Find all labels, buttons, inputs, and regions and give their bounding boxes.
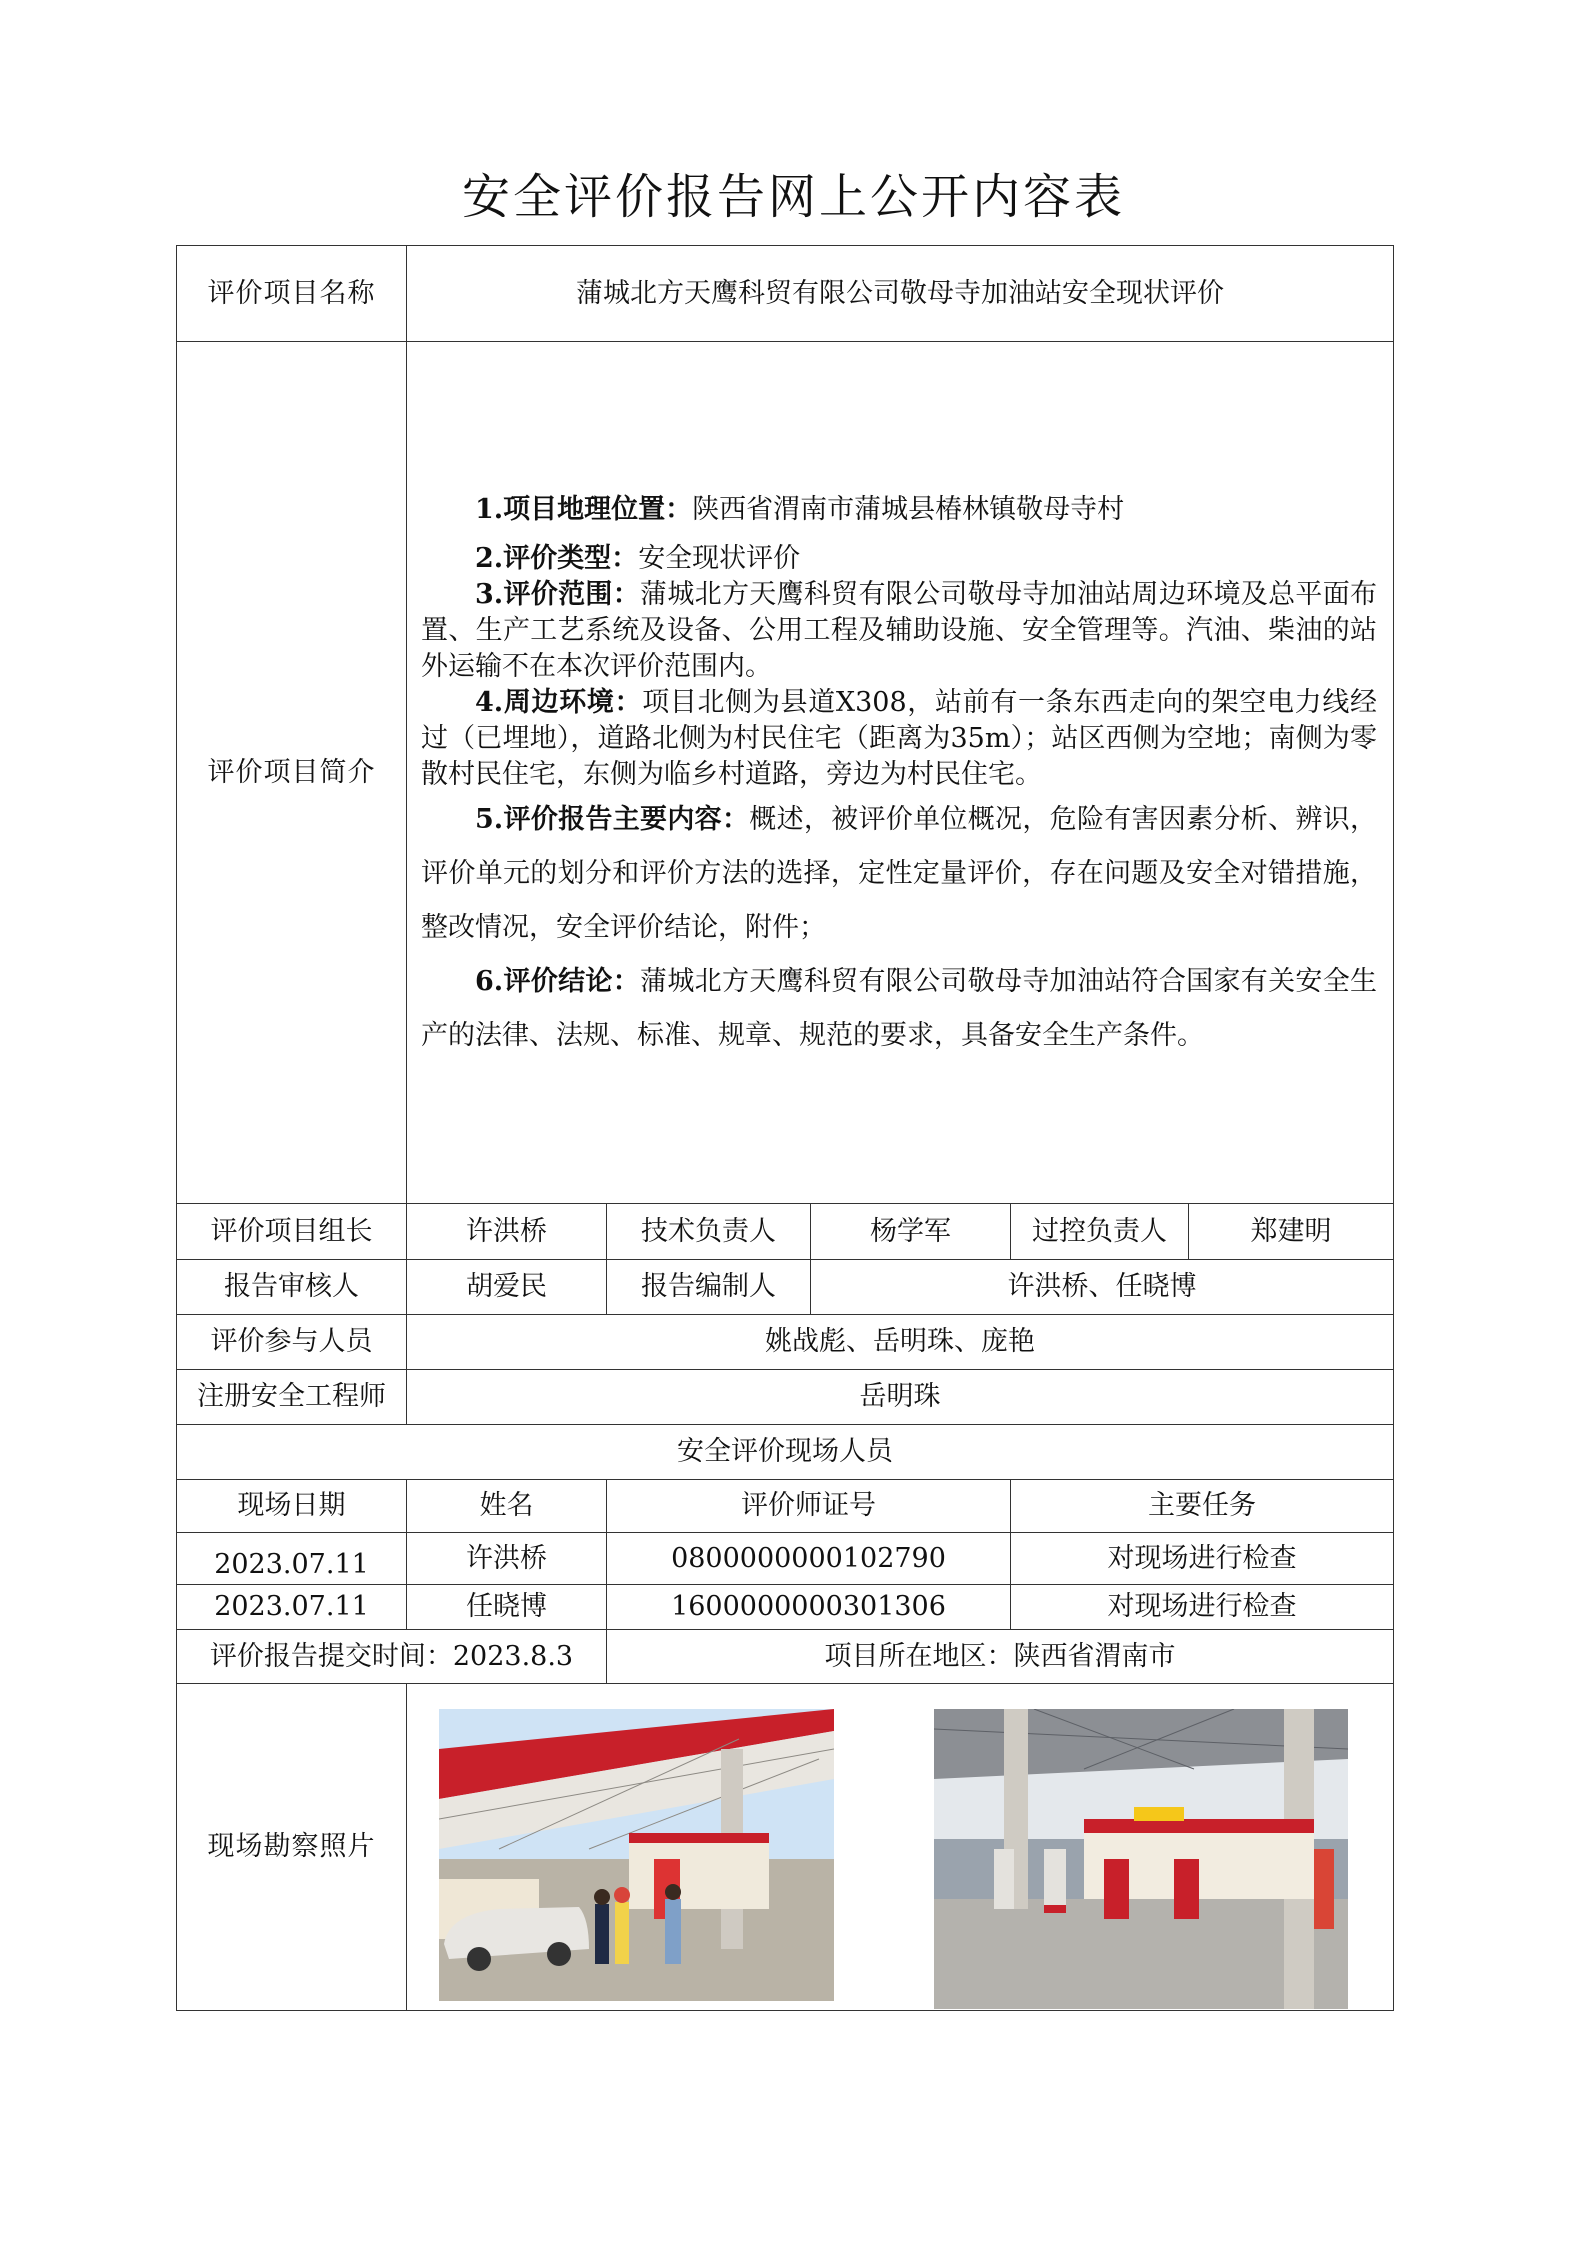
photos-cell (407, 1684, 1394, 2011)
participants-label: 评价参与人员 (177, 1315, 407, 1370)
field-row-task: 对现场进行检查 (1011, 1585, 1394, 1630)
field-row-cert: 1600000000301306 (607, 1585, 1011, 1630)
field-header-task: 主要任务 (1011, 1480, 1394, 1533)
project-name-value: 蒲城北方天鹰科贸有限公司敬母寺加油站安全现状评价 (407, 246, 1394, 342)
summary-item-type: 2.评价类型：安全现状评价 (475, 542, 801, 574)
field-header-date: 现场日期 (177, 1480, 407, 1533)
project-region: 项目所在地区：陕西省渭南市 (607, 1630, 1394, 1684)
table-row (177, 1533, 1394, 1585)
photos-label: 现场勘察照片 (177, 1684, 407, 2011)
summary-label: 评价项目简介 (177, 342, 407, 1204)
editor-label: 报告编制人 (607, 1260, 811, 1315)
field-header-name: 姓名 (407, 1480, 607, 1533)
summary-item-contents: 5.评价报告主要内容：概述，被评价单位概况，危险有害因素分析、辨识，评价单元的划分和评价方法的选择，定性定量评价，存在问题及安全对错措施，整改情况，安全评价结论，附件； (421, 803, 1378, 943)
field-row-name: 许洪桥 (407, 1533, 607, 1585)
table-row (177, 1585, 1394, 1630)
summary-item-conclusion: 6.评价结论：蒲城北方天鹰科贸有限公司敬母寺加油站符合国家有关安全生产的法律、法规、标准、规章、规范的要求，具备安全生产条件。 (421, 965, 1378, 1051)
report-table (176, 245, 1393, 2011)
reviewer-value: 胡爱民 (407, 1260, 607, 1315)
process-label: 过控负责人 (1011, 1204, 1189, 1260)
editor-value: 许洪桥、任晓博 (811, 1260, 1394, 1315)
summary-item-location: 1.项目地理位置：陕西省渭南市蒲城县椿林镇敬母寺村 (475, 493, 1125, 525)
document-title: 安全评价报告网上公开内容表 (461, 169, 1125, 225)
leader-value: 许洪桥 (407, 1204, 607, 1260)
participants-value: 姚战彪、岳明珠、庞艳 (407, 1315, 1394, 1370)
leader-label: 评价项目组长 (177, 1204, 407, 1260)
summary-item-scope: 3.评价范围：蒲城北方天鹰科贸有限公司敬母寺加油站周边环境及总平面布置、生产工艺系统及设备、公用工程及辅助设施、安全管理等。汽油、柴油的站外运输不在本次评价范围内。 (421, 578, 1378, 682)
tech-value: 杨学军 (811, 1204, 1011, 1260)
submit-time: 评价报告提交时间：2023.8.3 (177, 1630, 607, 1684)
engineer-value: 岳明珠 (407, 1370, 1394, 1425)
field-row-cert: 0800000000102790 (607, 1533, 1011, 1585)
field-header-cert: 评价师证号 (607, 1480, 1011, 1533)
tech-label: 技术负责人 (607, 1204, 811, 1260)
summary-content (407, 342, 1394, 1204)
field-row-name: 任晓博 (407, 1585, 607, 1630)
site-photo-2 (934, 1709, 1348, 2009)
engineer-label: 注册安全工程师 (177, 1370, 407, 1425)
site-photo-1 (439, 1709, 834, 2001)
field-row-date: 2023.07.11 (177, 1533, 407, 1585)
reviewer-label: 报告审核人 (177, 1260, 407, 1315)
field-row-task: 对现场进行检查 (1011, 1533, 1394, 1585)
field-section-title: 安全评价现场人员 (177, 1425, 1394, 1480)
project-name-label: 评价项目名称 (177, 246, 407, 342)
summary-item-environment: 4.周边环境：项目北侧为县道X308，站前有一条东西走向的架空电力线经过（已埋地），道路北侧为村民住宅（距离为35m）；站区西侧为空地；南侧为零散村民住宅，东侧为临乡村道路，旁边为村民住宅。 (421, 686, 1378, 790)
field-row-date: 2023.07.11 (177, 1585, 407, 1630)
process-value: 郑建明 (1189, 1204, 1394, 1260)
